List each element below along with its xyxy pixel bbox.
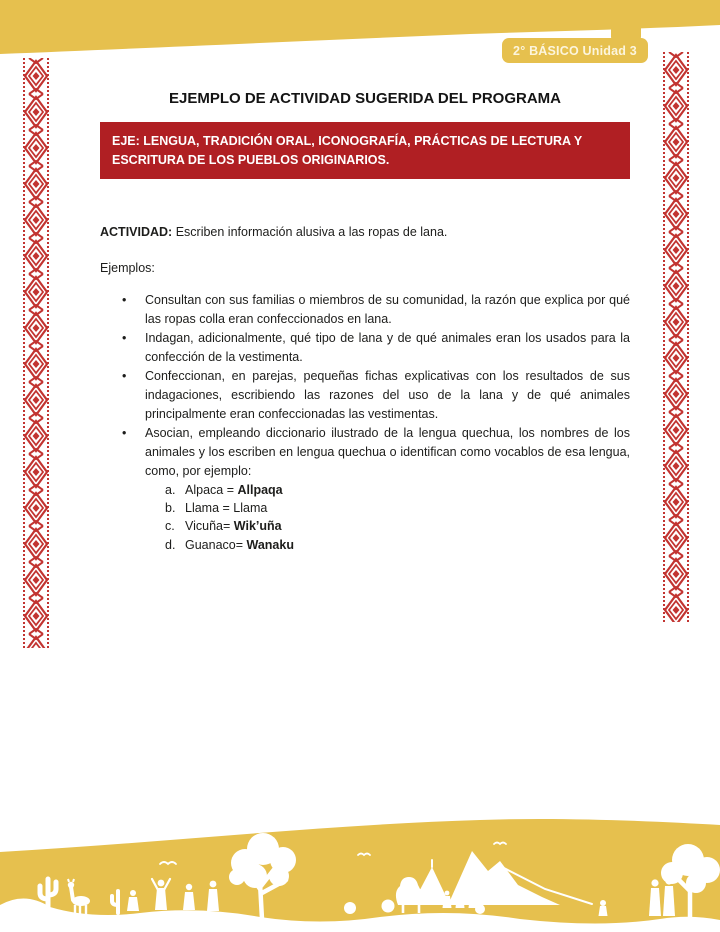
bullet-text: Consultan con sus familias o miembros de su comunidad, la razón que explica por qué las ropas colla eran confeccionados en lana. xyxy=(145,292,630,326)
list-item xyxy=(100,367,630,424)
page-title: EJEMPLO DE ACTIVIDAD SUGERIDA DEL PROGRAMA xyxy=(169,90,561,107)
bullet-text: Asocian, empleando diccionario ilustrado de la lengua quechua, los nombres de los animales y los escriben en lengua quechua o identifican como vocablos de esa lengua, como, por ejemplo: xyxy=(145,425,630,478)
activity-label: ACTIVIDAD: xyxy=(100,225,173,239)
right-border-pattern xyxy=(662,52,690,622)
main-content xyxy=(100,88,630,554)
left-border-pattern xyxy=(22,58,50,648)
bullet-text: Indagan, adicionalmente, qué tipo de lana y de qué animales eran los usados para la confección de la vestimenta. xyxy=(145,330,630,364)
people-icon xyxy=(443,888,478,908)
unit-badge xyxy=(502,38,648,63)
list-item xyxy=(100,499,630,517)
glossary-letter: a. xyxy=(165,482,176,497)
glossary-entry: Guanaco= Wanaku xyxy=(185,537,294,552)
list-item xyxy=(100,424,630,481)
list-item xyxy=(100,329,630,367)
glossary-letter: c. xyxy=(165,519,175,534)
unit-badge-label: 2° BÁSICO Unidad 3 xyxy=(513,43,637,58)
right-textile-border xyxy=(662,52,690,622)
glossary-letter: d. xyxy=(165,537,176,552)
list-item xyxy=(100,517,630,535)
bullet-icon: • xyxy=(122,425,127,440)
glossary-entry: Vicuña= Wik’uña xyxy=(185,519,282,534)
bullet-icon: • xyxy=(122,368,127,383)
footer-illustration xyxy=(0,787,720,932)
list-item xyxy=(100,291,630,329)
bullet-icon: • xyxy=(122,330,127,345)
glossary-entry: Alpaca = Allpaqa xyxy=(185,482,283,497)
bullet-text: Confeccionan, en parejas, pequeñas fichas explicativas con los resultados de sus indagaciones, escribiendo las razones del uso de la lana y de qué animales principalmente eran confeccionadas las vestimentas. xyxy=(145,368,630,421)
eje-banner xyxy=(100,122,630,179)
glossary-letter: b. xyxy=(165,500,176,515)
activity-line xyxy=(100,223,630,242)
bullet-icon: • xyxy=(122,292,127,307)
examples-bullet-list xyxy=(100,291,630,481)
eje-banner-text: EJE: LENGUA, TRADICIÓN ORAL, ICONOGRAFÍA, PRÁCTICAS DE LECTURA Y ESCRITURA DE LOS PUEBLOS ORIGINARIOS. xyxy=(112,134,582,167)
quechua-glossary-list xyxy=(100,481,630,555)
activity-text: Escriben información alusiva a las ropas de lana. xyxy=(175,225,448,239)
list-item xyxy=(100,481,630,499)
left-textile-border xyxy=(22,58,50,648)
examples-label: Ejemplos: xyxy=(100,261,155,275)
list-item xyxy=(100,536,630,554)
glossary-entry: Llama = Llama xyxy=(185,500,268,515)
